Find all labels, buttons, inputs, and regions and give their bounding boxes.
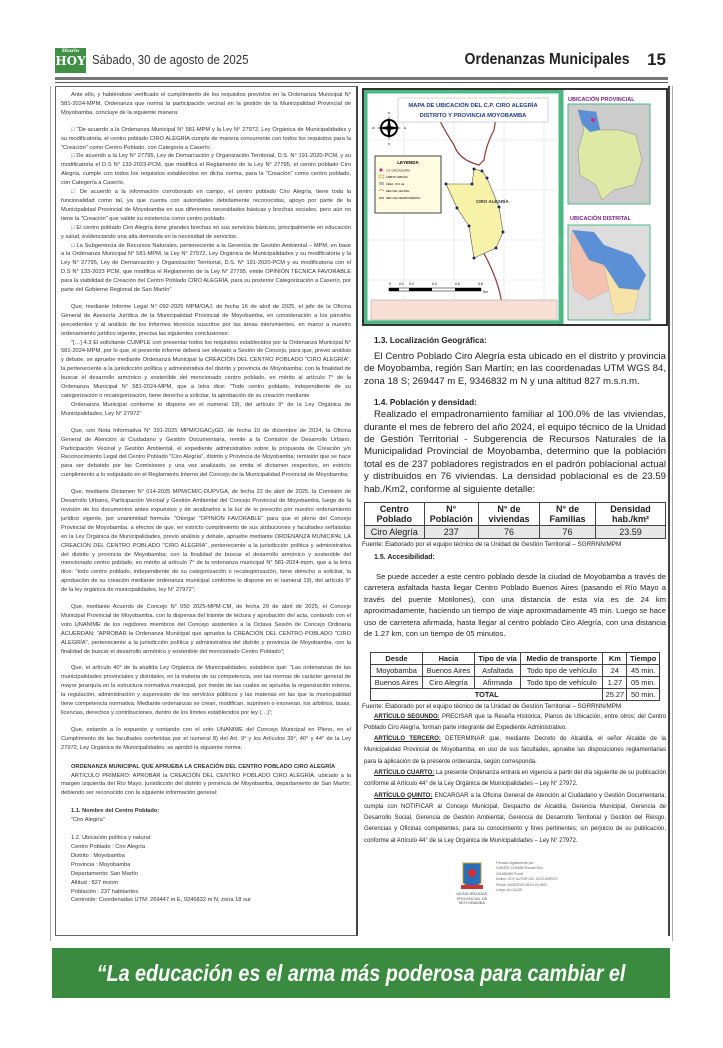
article-third xyxy=(364,734,666,768)
cell: Todo tipo de vehículo xyxy=(521,676,603,688)
cell: 237 xyxy=(424,526,478,539)
compass-e: E xyxy=(404,126,407,130)
location-line: Altitud : 827 msnm xyxy=(71,879,119,886)
legend-item: ÁREA : 15.6 Ha xyxy=(386,183,405,186)
scale-tick: 0.2 xyxy=(409,282,414,286)
article-first: ARTÍCULO PRIMERO: APROBAR la CREACIÓN DEL CENTRO POBLADO CIRO ALEGRÍA, ubicado a la margen izquierda del Río Mayo, jurisdicción del distrito y provincia de Moyobamba, departamento de San Martín; debiendo ser reconocido con la siguiente información general: xyxy=(61,772,351,797)
scale-tick: 0.1 xyxy=(399,282,404,286)
cell: Afirmada xyxy=(474,676,520,688)
table-source: Fuente: Elaborado por el equipo técnico de la Unidad de Gestión Territorial – SGRRNN/MPM xyxy=(362,702,622,710)
paragraph: □ La Subgerencia de Recursos Naturales, perteneciente a la Gerencia de Gestión Ambiental – MPM, en base a la Ordenanza Municipal N° 581-MPM, la Ley N° 27972, Ley Orgánica de Municipalidades y su modificatoria y la Ley N° 27795, Ley de Demarcación y Organización Territorial, D.S. N° 191-2020-PCM y su modificatoria con el D.S N° 133-2023 PCM, que modifica el Reglamento de la Ley N° 27795, emite OPINIÓN TÉCNICA FAVORABLE para la viabilidad de Creación del Centro Poblado CIRO ALEGRÍA, para su posterior Categorización a Caserío, por parte del Gobierno Regional de San Martín" xyxy=(61,242,351,294)
page-margin-line xyxy=(672,86,673,941)
location-line: Departamento: San Martín xyxy=(71,870,139,877)
col-header: Hacia xyxy=(422,652,474,664)
logo-big: HOY xyxy=(55,54,86,68)
table-source: Fuente: Elaborado por el equipo técnico de la Unidad de Gestión Territorial – SGRRNN/MPM xyxy=(362,541,622,549)
article-text: ENCARGAR a la Oficina General de Atención al Ciudadano y Gestión Documentaria, cumpla con NOTIFICAR al Concejo Municipal, Despacho de Alcaldía, Gerencia Municipal, Gerencia de Desarrollo Social, Gerencia de Gestión Ambiental, Gerencia de Desarrollo Territorial y Gestión del Riesgo, Gerencias y Oficinas competentes, para su conocimiento y fines pertinentes; sin perjuicio de su publicación, conforme al Artículo 44° de la Ley Orgánica de Municipalidades – Ley N° 27972. xyxy=(364,792,667,844)
scale-tick: 0.8 xyxy=(478,282,483,286)
col-header: Desde xyxy=(371,652,423,664)
location-line: Distrito : Moyobamba xyxy=(71,852,125,859)
table-row xyxy=(371,676,660,688)
signature-line: Fecha: 29/08/2025 08:53:31-0500 xyxy=(496,882,548,887)
section-1-5-text: Se puede acceder a este centro poblado desde la ciudad de Moyobamba a través de carretera asfaltada hasta llegar Centro Poblado Buenos Aires (pasando el Río Mayo a través del puente Motilones), con una distancia de esta vía es de 24 km aproximadamente, haciendo un tiempo de viaje aproximadamente 45 min. Luego se hace uso de carretera afirmada, hasta llegar al centro poblado Ciro Alegría, con una distancia de 1.27 km, con un tiempo de 05 minutos. xyxy=(364,572,666,639)
col-header: Centro Poblado xyxy=(365,503,425,526)
left-column xyxy=(55,86,358,936)
paragraph: Ordenanza Municipal conforme lo dispone en el numeral 19), del artículo 9° de la Ley Orgánica de Municipalidades, Ley N° 27972" xyxy=(61,401,351,417)
cell: 45 min. xyxy=(627,664,660,676)
section-1-3-text: El Centro Poblado Ciro Alegría esta ubicado en el distrito y provincia de Moyobamba, región San Martín; en las coordenadas UTM WGS 84, zona 18 S; 269447 m E, 9346832 m N y una altitud 827 m.s.n.m. xyxy=(364,351,666,387)
paragraph: "[…] 4.3 El solicitante CUMPLE con presentar todos los requisitos establecidos por la Ordenanza Municipal N° 581-2024-MPM, por lo que, el presente informe deberá ser elevado a Sesión de Concejo, para que, previo análisis y debate, se apruebe mediante Ordenanza Municipal la CREACIÓN DEL CENTRO POBLADO "CIRO ALEGRÍA", la perteneciente a la jurisdicción política y administrativa del distrito y provincia de Moyobamba; con la finalidad de buscar el desarrollo armónico y sostenible del mencionado centro poblado, en mérito al artículo 7° de la Ordenanza Municipal N° 581-2024-MPM, que a letra dice: "Todo centro poblado, independiente de su categorización o recategorización, tiene derecho a solicitar, la aprobación de su creación mediante xyxy=(61,339,351,399)
paragraph: Que, el artículo 40° de la aludida Ley Orgánica de Municipalidades, establece que: "Las ordenanzas de las municipalidades provinciales y distritales, en la materia de su competencia, son las normas de carácter general de mayor jerarquía en la estructura normativa municipal, por medio de las cuales se aprueba la organización interna, la regulación, administración y supervisión de los servicios públicos y las materias en las que la municipalidad tiene competencia normativa. Mediante ordenanzas se crean, modifican, suprimen o exoneran, los arbitrios, tasas, licencias, derechos y contribuciones, dentro de los límites establecidos por ley (…)"; xyxy=(61,665,351,716)
signature-line: Cargo: ALCALDE xyxy=(496,888,523,893)
section-1-4-text: Realizado el empadronamiento familiar al 100.0% de las viviendas, durante el mes de febrero del año 2024, el equipo técnico de la Unidad de Gestión Territorial - Subgerencia de Recursos Naturales de la Municipalidad Provincial de Moyobamba, determino que la población total es de 237 pobladores registrados en el padrón poblacional actual y distribuidos en 76 viviendas. La densidad poblacional es de 23.59 hab./Km2, conforme al siguiente detalle: xyxy=(364,409,666,495)
seal-text: MUNICIPALIDAD PROVINCIAL DE MOYOBAMBA xyxy=(456,891,488,906)
paragraph: □ De acuerdo a la Ley N° 27795, Ley de Demarcación y Organización Territorial, D.S. N° 191-2020-PCM, y su modificatoria el D.S N° 133-2023-PCM, que modifica el Reglamento de la Ley N° 27795, el centro poblado Ciro Alegría, cumple con todos los requisitos establecidos en dicha norma, para la "Creación" como centro poblado, con Categoría a Caserío. xyxy=(61,153,351,187)
scale-tick: 0.4 xyxy=(432,282,437,286)
location-line: Centroide: Coordenadas UTM: 269447 m E, 9346832 m N, zona 18 sur xyxy=(71,897,251,904)
cell: 24 xyxy=(603,664,627,676)
logo-small: Diario xyxy=(61,48,80,54)
cell: 23.59 xyxy=(596,526,666,539)
cell: Buenos Aires xyxy=(371,676,423,688)
article-fourth xyxy=(364,768,666,791)
issue-date: Sábado, 30 de agosto de 2025 xyxy=(92,52,249,67)
table-row xyxy=(365,526,666,539)
col-header: Medio de transporte xyxy=(521,652,603,664)
access-table xyxy=(370,652,660,701)
total-km: 25.27 xyxy=(603,688,627,700)
cell: 76 xyxy=(540,526,596,539)
section-1-1-title: 1.1. Nombre del Centro Poblado: xyxy=(71,808,160,815)
map-title-block xyxy=(371,300,557,320)
article-text: DETERMINAR que, mediante Decreto de Alcaldía, el señor Alcalde de la Municipalidad Provincial de Moyobamba, en uso de sus facultades, apruebe las disposiciones reglamentarias para la aplicación de la presente ordenanza, según corresponda. xyxy=(364,736,666,765)
paragraph: Que, mediante Dictamen N° 014-2025 MPM/CM/C-DUPVGA, de fecha 22 de abril de 2025, la Comisión de Desarrollo Urbano, Participación Vecinal y Gestión Ambiental del Concejo Provincial de Moyobamba, luego de la revisión de los documentos antes expuestos y de analizarlos a la luz de lo prescrito por nuestro ordenamiento jurídico vigente, por unanimidad formula: "Otorgar "OPINION FAVORABLE" para que el pleno del Concejo Provincial de Moyobamba, a efectos de que, en estricto cumplimiento de sus atribuciones y facultades señaladas en la Ley Orgánica de Municipalidades, previo análisis y debate, apruebe mediante ORDENANZA MUNICIPAL LA CREACIÓN DEL CENTRO POBLADO "CIRO ALEGRÍA", perteneciente a la jurisdicción política y administrativa del distrito y provincia de Moyobamba; con la finalidad de buscar el desarrollo armónico y sostenible del mencionado centro poblado, en mérito al artículo 7° de la ordenanza municipal N° 581-2024-mpm, que a la letra dice: "todo centro poblado, independiente de su categorización o recategorización, tiene derecho a solicitar, la aprobación de su creación mediante ordenanza municipal conforme lo dispone en el numeral 19), del artículo 9° de la ley orgánica de municipalidades, ley N° 27972"; xyxy=(61,489,351,594)
compass-w: W xyxy=(372,126,375,130)
article-text: PRECISAR que la Reseña Histórica, Planos de Ubicación, entre otros; del Centro Poblado Ciro Alegría, forman parte integrante del Expediente Administrativo. xyxy=(364,713,667,731)
section-1-4-title: 1.4. Población y densidad: xyxy=(374,398,477,408)
cell: 05 min. xyxy=(627,676,660,688)
digital-signature xyxy=(452,861,622,913)
page-header xyxy=(40,48,670,78)
table-row xyxy=(371,664,660,676)
header-rule-thin xyxy=(55,82,668,83)
map-graphic xyxy=(364,90,666,324)
right-column xyxy=(360,86,670,936)
municipal-seal-icon xyxy=(452,861,492,891)
section-1-3-title: 1.3. Localización Geográfica: xyxy=(374,336,487,345)
signature-line: Firmado digitalmente por: xyxy=(496,861,535,866)
municipal-seal xyxy=(452,861,492,906)
legend-item: RED VIAL DEPARTAMENTAL xyxy=(386,197,421,200)
cell: Ciro Alegría xyxy=(365,526,425,539)
header-rule xyxy=(55,77,668,80)
paragraph: Que, con Nota Informativa N° 391-2025 MPM/OGACyGD, de fecha 10 de diciembre de 2024, la Oficina General de Atención al Ciudadano y Gestión Documentaria, remite a la Comisión de Desarrollo Urbano, Participación Vecinal y Gestión Ambiental, el expediente administrativo sobre la propuesta de Creación y/o Reconocimiento Legal del Centro Poblado "Ciro Alegría", distrito y Provincia de Moyobamba; remisión que se hace para ser debatido por las Comisiones y una vez analizado, se emita el dictamen respectivo, en estricto cumplimiento a lo estipulado en el Reglamento Interno del Concejo de la Municipalidad Provincial de Moyobamba; xyxy=(61,427,351,479)
col-header: N° de Familias xyxy=(540,503,596,526)
article-label: ARTÍCULO SEGUNDO: xyxy=(374,713,440,720)
newspaper-logo xyxy=(55,48,86,73)
article-fifth xyxy=(364,791,666,847)
col-header: Tiempo xyxy=(627,652,660,664)
paragraph: Que, estando a lo expuesto y contando con el voto UNANIME del Concejo Municipal en Pleno, en el Cumplimiento de las facultades conferidas por el numeral 8) del Art. 9° y los Artículos 39°, 40° y 44° de la Ley 27972, Ley Orgánica de Municipalidades; se aprobó la siguiente norma: xyxy=(61,726,351,751)
location-line: Población : 237 habitantes xyxy=(71,888,139,895)
signature-line: Motivo: SOY AUTOR DEL DOCUMENTO xyxy=(496,877,559,882)
paragraph: Ante ello, y habiéndose verificado el cumplimiento de los requisitos previstos en la Ordenanza Municipal N° 581-2024-MPM, Ordenanza que norma la participación vecinal en la gestión de la Municipalidad Provincial de Moyobamba, concluye de la siguiente manera: xyxy=(61,92,351,116)
banner-quote: “La educación es el arma más poderosa para cambiar el mundo” xyxy=(96,960,626,1036)
paragraph: Que, mediante Informe Legal N° 092-2025 MPM/OAJ, de fecha 16 de abril de 2025, el jefe de la Oficina General de Asesoría Jurídica de la Municipalidad Provincial de Moyobamba, en consideración a los párrafos precedentes y al análisis de los informes técnicos suscritos por las áreas intervinientes, en marco a nuestro ordenamiento jurídico vigente, precisa las siguientes conclusiones: xyxy=(61,303,351,337)
article-label: ARTÍCULO QUINTO: xyxy=(374,792,433,799)
col-header: N° Población xyxy=(424,503,478,526)
col-header: Km xyxy=(603,652,627,664)
page-margin-line xyxy=(50,86,51,941)
table-header-row xyxy=(371,652,660,664)
cell: Ciro Alegría xyxy=(422,676,474,688)
total-label: TOTAL xyxy=(371,688,603,700)
section-title: Ordenanzas Municipales xyxy=(464,51,630,68)
legend-item: C.P. CIRO ALEGRÍA xyxy=(386,169,410,173)
signature-line: GARATE CHAMBI Ronald FAU xyxy=(496,866,544,871)
map-legend xyxy=(375,156,441,213)
cell: Todo tipo de vehículo xyxy=(521,664,603,676)
location-line: Centro Poblado : Ciro Alegría xyxy=(71,843,145,850)
paragraph: □ "De acuerdo a la Ordenanza Municipal N° 581-MPM y la Ley N° 27972, Ley Orgánica de Municipalidades y su modificatoria, el centro poblado CIRO ALEGRÍA cumple de manera concurrente con todos los requisitos para la "Creación" como Centro Poblado, con Categoría a Caserío. xyxy=(61,126,351,151)
total-time: 50 min. xyxy=(627,688,660,700)
col-header: Densidad hab./km² xyxy=(596,503,666,526)
article-label: ARTÍCULO CUARTO: xyxy=(374,769,435,776)
inset-distrital-title: UBICACIÓN DISTRITAL xyxy=(570,216,632,222)
cell: Buenos Aires xyxy=(422,664,474,676)
page-number: 15 xyxy=(647,50,666,69)
map-subtitle: DISTRITO Y PROVINCIA MOYOBAMBA xyxy=(419,113,527,119)
ordinance-title: ORDENANZA MUNICIPAL QUE APRUEBA LA CREACIÓN DEL CENTRO POBLADO CIRO ALEGRÍA xyxy=(71,763,336,770)
right-text xyxy=(364,330,666,913)
col-header: Tipo de vía xyxy=(474,652,520,664)
legend-item: RED VIAL VECINAL xyxy=(386,190,410,193)
table-header-row xyxy=(365,503,666,526)
section-1-5-title: 1.5. Accesibilidad: xyxy=(374,554,435,562)
cell: 76 xyxy=(478,526,539,539)
paragraph: □ El centro poblado Ciro Alegría tiene grandes brechas en sus servicios básicos, principalmente en educación y salud, evidenciando una alta demanda en la necesidad de servicios. xyxy=(61,224,351,240)
paragraph: □ De acuerdo a la información corroborado en campo, el centro poblado Ciro Alegría, tiene toda la funcionalidad como tal, ya que cuenta con autoridades debidamente reconocidas, apoyo por parte de la Municipalidad Provincial de Moyobamba en sus diferentes necesidades básicas y brechas sociales, pero aún no tiene la "Creación" que valide su existencia como centro poblado. xyxy=(61,189,351,222)
compass-s: S xyxy=(387,142,391,146)
scale-unit: Km xyxy=(483,290,489,294)
location-map xyxy=(362,88,668,326)
signature-text xyxy=(496,861,558,893)
scale-tick: 0.6 xyxy=(455,282,460,286)
location-line: Provincia : Moyobamba xyxy=(71,861,131,868)
article-label: ARTÍCULO TERCERO: xyxy=(374,736,441,743)
legend-title: LEYENDA xyxy=(397,160,419,165)
population-table xyxy=(364,502,666,539)
paragraph: Que, mediante Acuerdo de Concejo N° 050 2025-MPM-CM, de fecha 29 de abril de 2025, el Concejo Municipal Provincial de Moyobamba, con la dispensa del trámite de lectura y aprobación del acta, contando con el voto UNANIME de los regidores miembros del Concejo asistentes a la Octava Sesión de Concejo Ordinaria ACUERDAN: "APROBAR la Ordenanza Municipal que aprueba la CREACIÓN DEL CENTRO POBLADO "CIRO ALEGRÍA", perteneciente a la jurisdicción política y administrativa del distrito y provincia de Moyobamba, con la finalidad de buscar el desarrollo armónico y sostenible del mencionado Centro Poblado"; xyxy=(61,604,351,655)
cell: Asfaltada xyxy=(474,664,520,676)
compass-n: N xyxy=(387,111,391,115)
legend-item: ÁMBITO URBANO xyxy=(386,176,408,179)
section-1-2-title: 1.2. Ubicación política y natural: xyxy=(71,835,152,842)
inset-provincial-title: UBICACIÓN PROVINCIAL xyxy=(568,97,635,103)
signature-line: 20148008079 soft xyxy=(496,871,524,876)
scale-tick: 0 xyxy=(389,282,391,286)
quote-banner xyxy=(52,948,670,1036)
cell: 1.27 xyxy=(603,676,627,688)
col-header: N° de viviendas xyxy=(478,503,539,526)
article-second xyxy=(364,712,666,735)
article-text: La presente Ordenanza entrará en vigencia a partir del día siguiente de su publicación conforme al Artículo 44° de la Ley Orgánica de Municipalidades – Ley N° 27972. xyxy=(364,769,666,788)
section-1-1-value: "Ciro Alegría" xyxy=(71,817,105,824)
map-title: MAPA DE UBICACIÓN DEL C.P. CIRO ALEGRÍA xyxy=(408,103,538,109)
table-total-row xyxy=(371,688,660,700)
place-label: CIRO ALEGRÍA xyxy=(476,199,509,204)
cell: Moyobamba xyxy=(371,664,423,676)
